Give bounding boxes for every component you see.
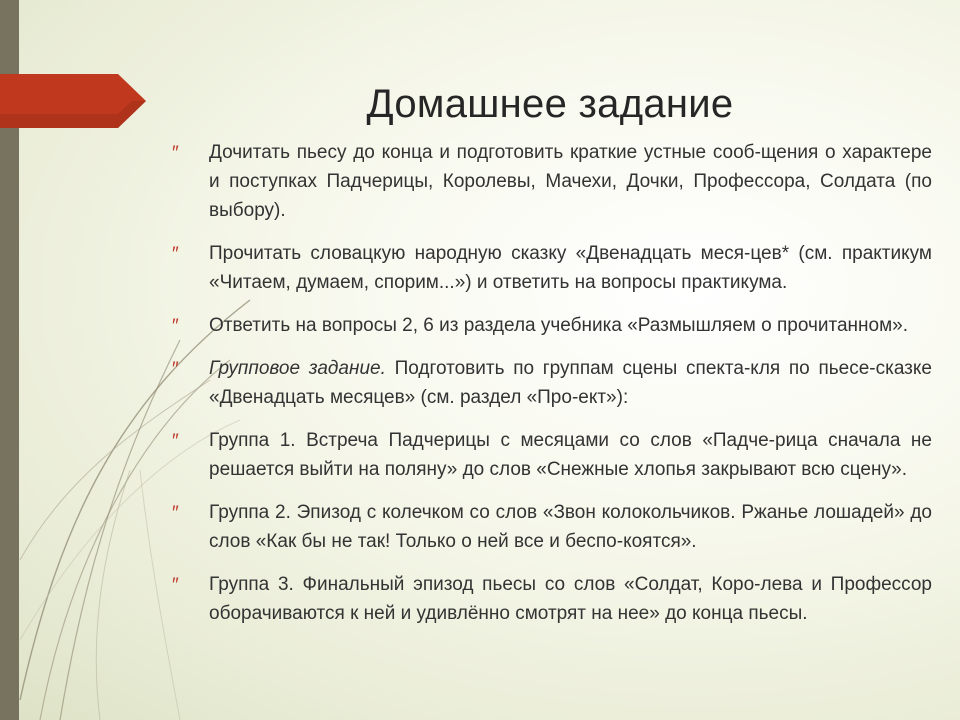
list-item-text: Группа 3. Финальный эпизод пьесы со слов «Солдат, Коро-лева и Профессор оборачиваются к ней и удивлённо смотрят на нее» до конца пьесы. <box>209 574 932 624</box>
list-item <box>172 354 932 412</box>
bullet-icon: ″ <box>172 503 179 524</box>
list-item <box>172 311 932 340</box>
bullet-icon: ″ <box>172 575 179 596</box>
list-item <box>172 498 932 556</box>
slide-title: Домашнее задание <box>366 82 734 126</box>
list-item <box>172 239 932 297</box>
bullet-icon: ″ <box>172 359 179 380</box>
bullet-icon: ″ <box>172 316 179 337</box>
list-item <box>172 426 932 484</box>
list-item-text: Прочитать словацкую народную сказку «Двенадцать меся-цев* (см. практикум «Читаем, думаем, спорим...») и ответить на вопросы практикума. <box>209 243 932 293</box>
list-item-text: Дочитать пьесу до конца и подготовить краткие устные сооб-щения о характере и поступках Падчерицы, Королевы, Мачехи, Дочки, Профессора, Солдата (по выбору). <box>209 142 932 221</box>
bullet-icon: ″ <box>172 244 179 265</box>
bullet-icon: ″ <box>172 143 179 164</box>
bullet-icon: ″ <box>172 431 179 452</box>
homework-list <box>172 138 932 642</box>
list-item <box>172 570 932 628</box>
list-item-text: Группа 1. Встреча Падчерицы с месяцами со слов «Падче-рица сначала не решается выйти на поляну» до слов «Снежные хлопья закрывают всю сцену». <box>209 430 932 480</box>
list-item-text: Группа 2. Эпизод с колечком со слов «Звон колокольчиков. Ржанье лошадей» до слов «Как бы не так! Только о ней все и беспо-коятся». <box>209 502 932 552</box>
title-ribbon-arrow <box>0 74 146 128</box>
group-task-lead: Групповое задание. <box>209 358 386 379</box>
list-item-text: Ответить на вопросы 2, 6 из раздела учебника «Размышляем о прочитанном». <box>209 315 908 336</box>
list-item <box>172 138 932 225</box>
list-item-text: Подготовить по группам сцены спекта-кля по пьесе-сказке «Двенадцать месяцев» (см. раздел «Про-ект»): <box>209 358 932 408</box>
